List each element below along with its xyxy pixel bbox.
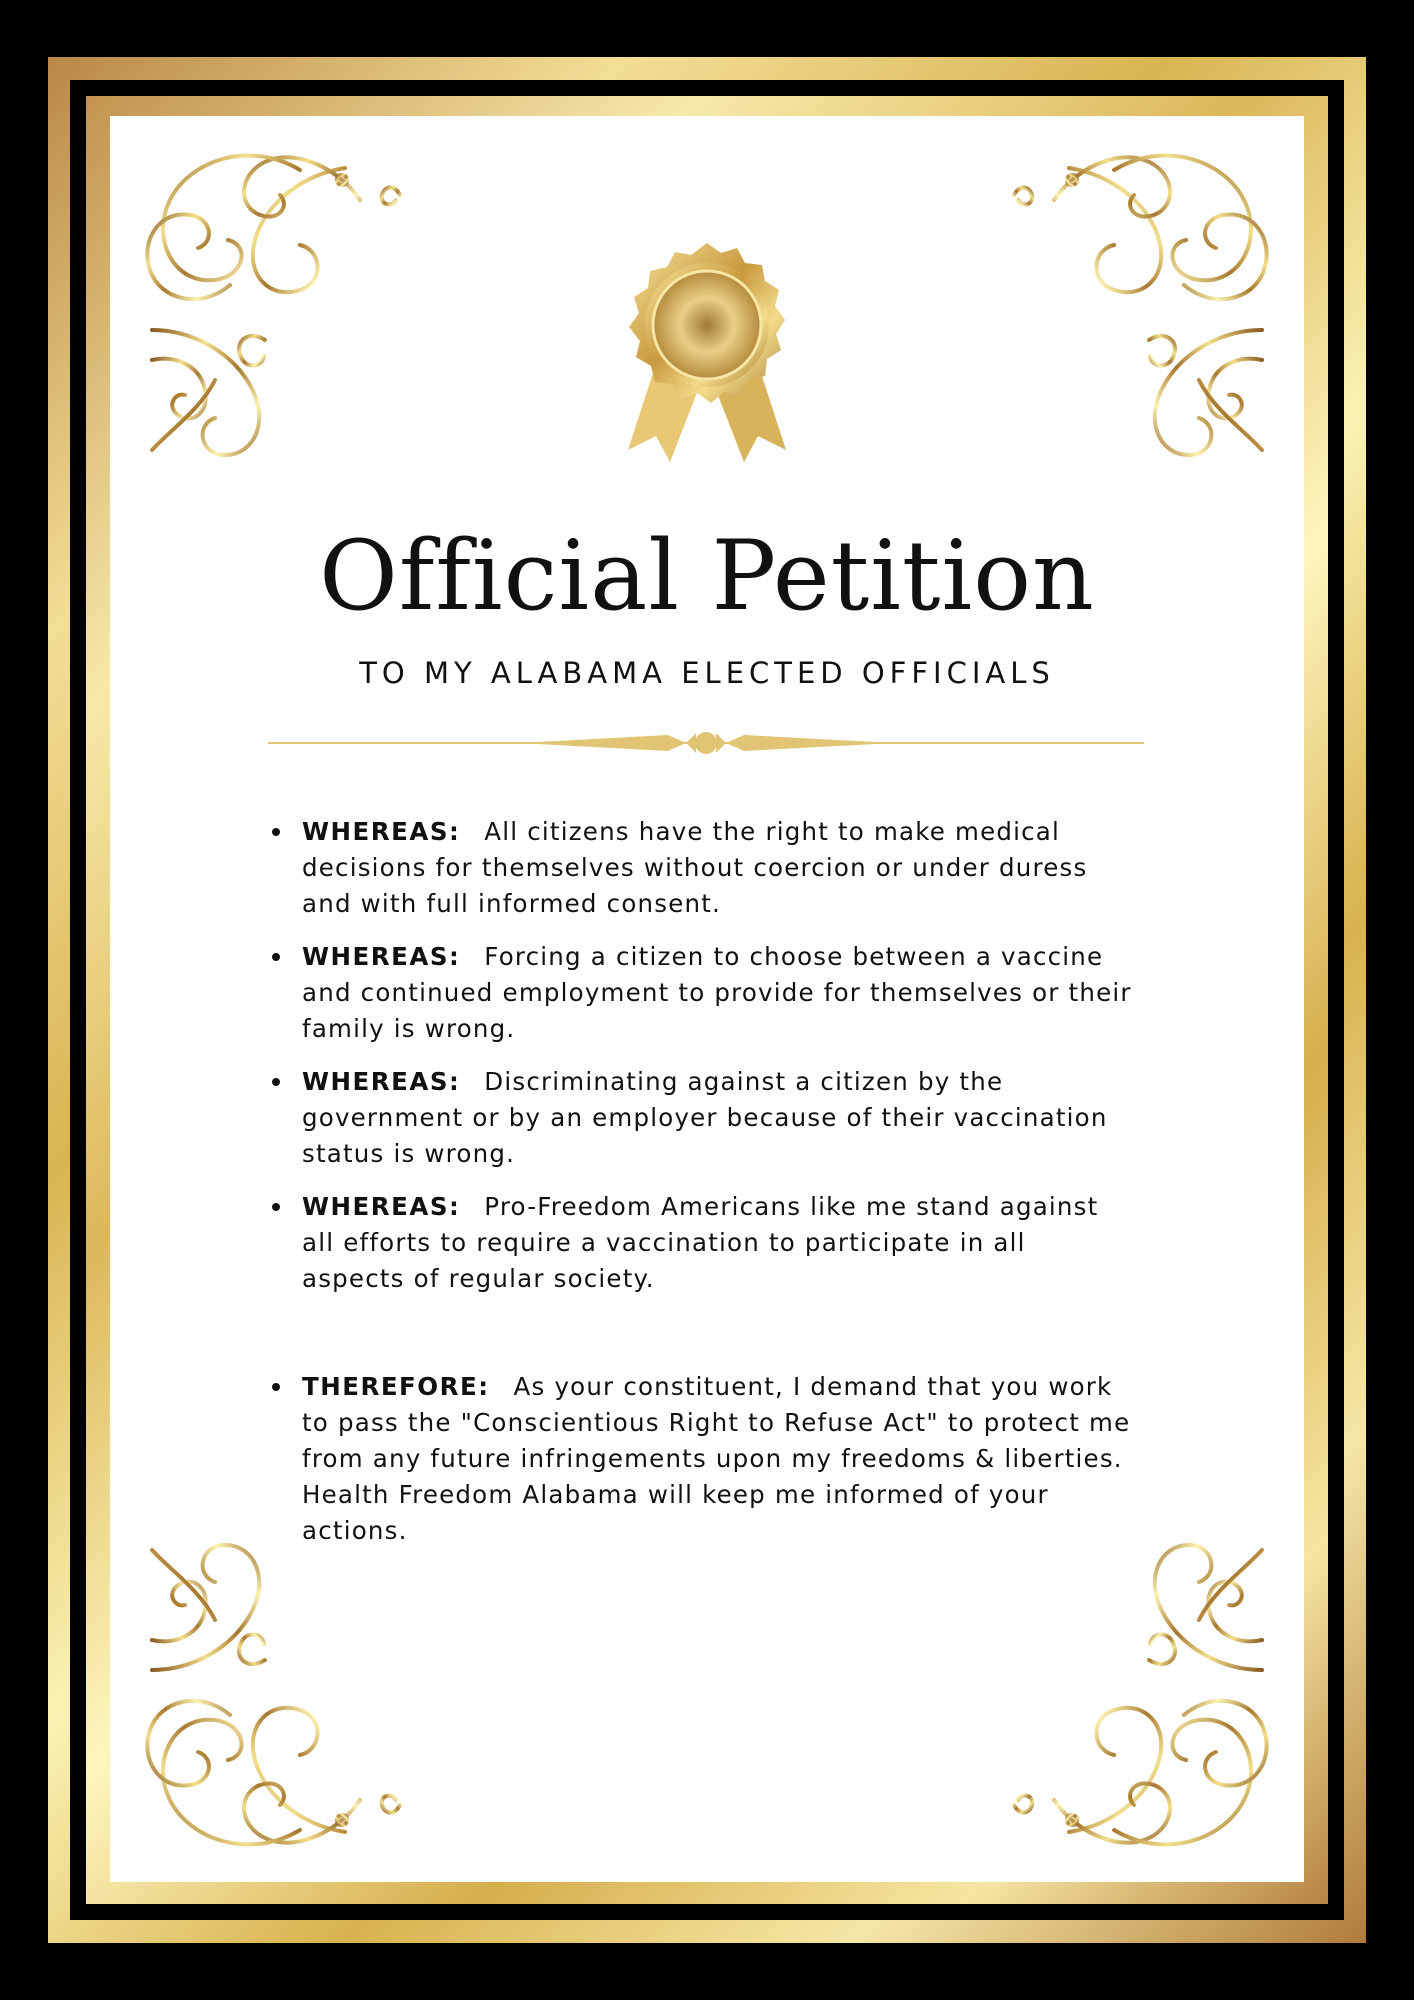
clause-text: Discriminating against a citizen by the government or by an employer because of their vaccination status is wrong. xyxy=(302,1067,1108,1168)
clause-label: WHEREAS: xyxy=(302,1192,461,1221)
clause-text: Forcing a citizen to choose between a vaccine and continued employment to provide for themselves or their family is wrong. xyxy=(302,942,1132,1043)
gold-ornamental-divider xyxy=(268,728,1144,758)
flourish-corner-top-right xyxy=(1014,156,1267,455)
clause-label: WHEREAS: xyxy=(302,1067,461,1096)
petition-clauses xyxy=(272,814,1132,1566)
list-item xyxy=(272,1064,1132,1172)
gold-award-seal-icon xyxy=(614,240,800,470)
clause-text: All citizens have the right to make medical decisions for themselves without coercion or under duress and with full informed consent. xyxy=(302,817,1088,918)
list-item xyxy=(272,814,1132,922)
list-item xyxy=(272,1369,1132,1549)
flourish-corner-bottom-right xyxy=(1014,1545,1267,1844)
list-item xyxy=(272,1189,1132,1297)
bullet-icon xyxy=(272,1203,280,1211)
page-subtitle: TO MY ALABAMA ELECTED OFFICIALS xyxy=(359,656,1055,690)
flourish-corner-top-left xyxy=(147,156,400,455)
bullet-icon xyxy=(272,1078,280,1086)
flourish-corner-bottom-left xyxy=(147,1545,400,1844)
clause-label: WHEREAS: xyxy=(302,942,461,971)
page-title: Official Petition xyxy=(319,520,1095,632)
bullet-icon xyxy=(272,1383,280,1391)
list-item xyxy=(272,939,1132,1047)
bullet-icon xyxy=(272,953,280,961)
clause-text: Pro-Freedom Americans like me stand against all efforts to require a vaccination to participate in all aspects of regular society. xyxy=(302,1192,1099,1293)
clause-label: WHEREAS: xyxy=(302,817,461,846)
clause-text: As your constituent, I demand that you work to pass the "Conscientious Right to Refuse Act" to protect me from any future infringements upon my freedoms & liberties. Health Freedom Alabama will keep me informed of your actions. xyxy=(302,1372,1131,1545)
bullet-icon xyxy=(272,828,280,836)
clause-label: THEREFORE: xyxy=(302,1372,490,1401)
